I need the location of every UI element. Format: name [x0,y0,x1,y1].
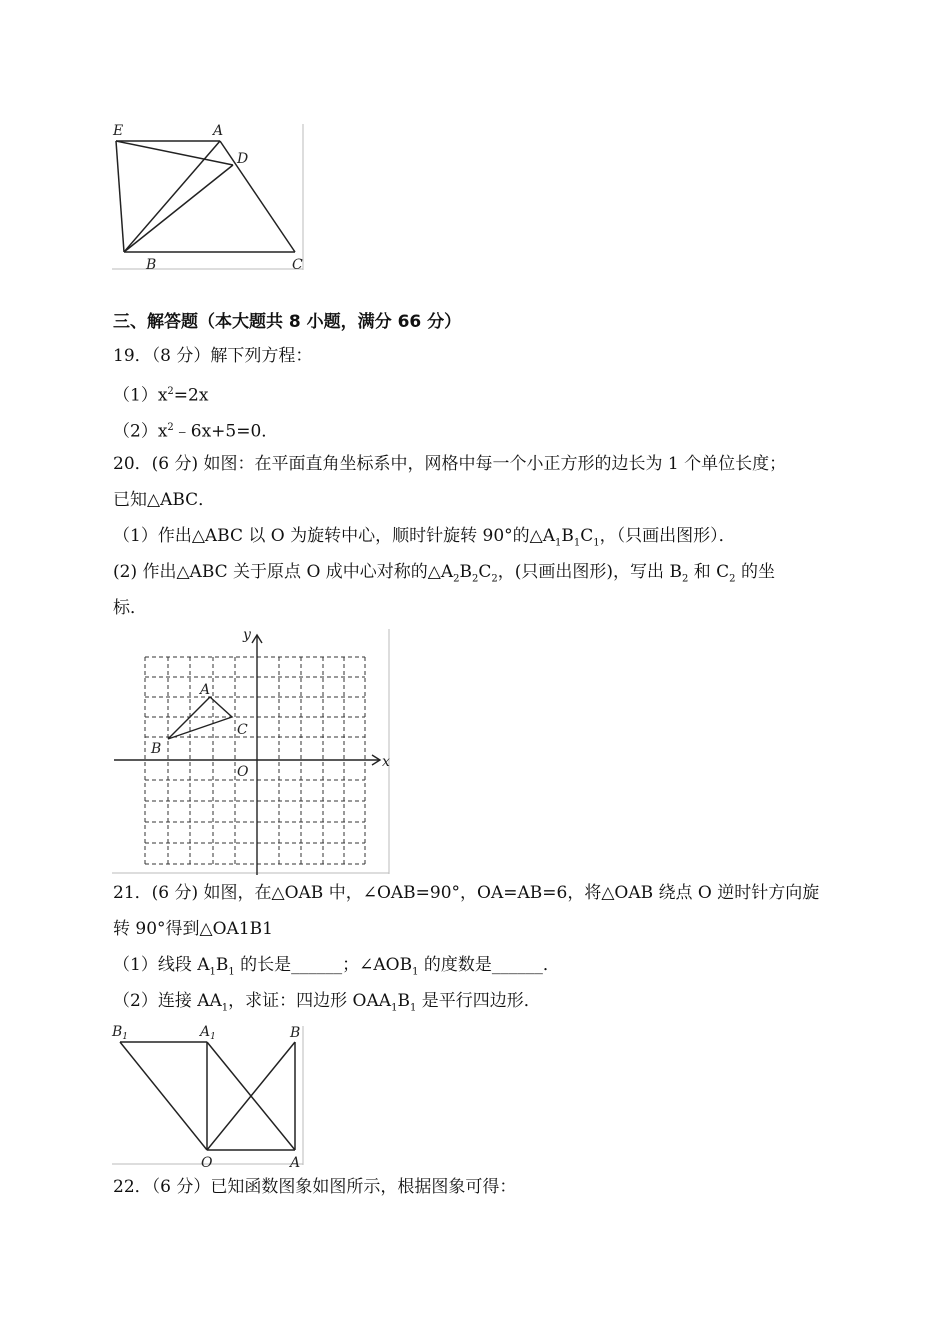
q20-part1: （1）作出△ABC 以 O 为旋转中心，顺时针旋转 90°的$\triangle A_1B_1C_1$，（只画出图形）． [113,526,736,549]
q20-line2: 已知△ABC． [113,490,216,510]
q19-head: 19．（8 分）解下列方程： [113,346,313,366]
label-A: A [200,682,211,698]
label-C: C [237,722,248,738]
figure-q18 [110,118,310,276]
section-title: 三、解答题（本大题共 8 小题，满分 66 分） [113,312,462,332]
answer-blank-1[interactable]: ______ [291,955,343,975]
label-A: A [290,1155,301,1171]
q21-line1: 21．(6 分) 如图，在△OAB 中，∠OAB=90°，OA=AB=6，将△OAB 绕点 O 逆时针方向旋 [113,883,820,903]
label-A: A [213,123,224,139]
label-x-axis: x [382,754,390,770]
q19-part2: $(2)x^2﹣6x+5=0$． [113,421,279,442]
label-B: B [290,1025,301,1041]
q20-part2: (2) 作出△ABC 关于原点 O 成中心对称的$\triangle A_2B_2C_2$，(只画出图形)，写出 $B_2$ 和 $C_2$ 的坐 [113,562,775,585]
label-B: B [151,741,162,757]
label-C: C [292,257,303,273]
figure-q20-grid [110,625,392,877]
answer-blank-2[interactable]: ______ [491,955,543,975]
q20-part2-cont: 标． [113,598,147,618]
label-B: B [146,257,157,273]
label-origin: O [237,764,249,780]
label-O: O [201,1155,213,1171]
q22-head: 22．（6 分）已知函数图象如图所示，根据图象可得： [113,1177,517,1197]
label-y-axis: y [243,627,251,643]
q21-part2: （2）连接 $AA_1$，求证：四边形 $OAA_1B_1$ 是平行四边形． [113,991,541,1014]
figure-q21 [110,1020,310,1172]
q19-part1: $(1)x^2=2x$ [113,385,209,406]
label-E: E [113,123,124,139]
q20-line1: 20．(6 分) 如图：在平面直角坐标系中，网格中每一个小正方形的边长为 1 个单位长度； [113,454,787,474]
label-A1: $A_1$ [200,1024,216,1042]
label-D: D [237,151,249,167]
q21-part1: （1）线段 $A_1B_1$ 的长是______；$\angle AOB_1$ 的度数是______． [113,955,560,978]
label-B1: $B_1$ [112,1024,129,1042]
q21-line2: 转 90°得到△OA1B1 [113,919,273,939]
